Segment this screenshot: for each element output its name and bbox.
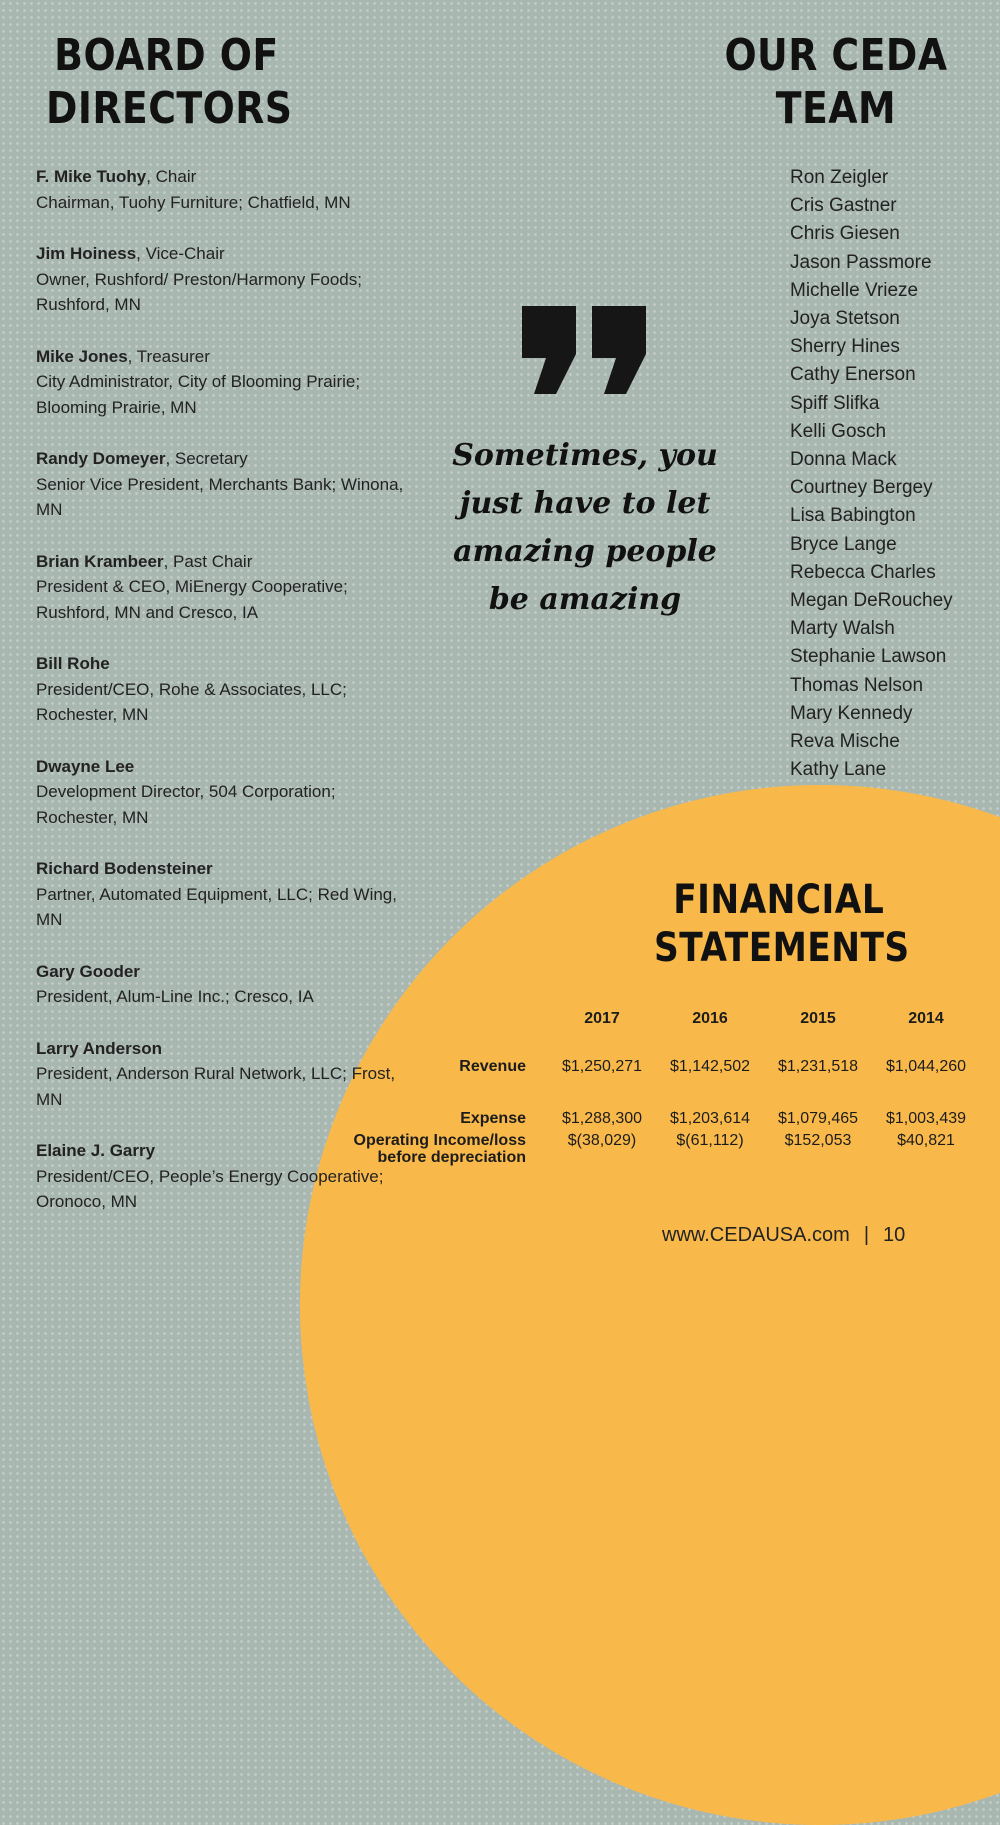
team-member: Stephanie Lawson	[790, 646, 947, 668]
team-member: Megan DeRouchey	[790, 590, 953, 612]
director-name: Richard Bodensteiner	[36, 859, 213, 878]
cell-value: $1,044,260	[885, 1058, 967, 1075]
cell-value: $1,288,300	[561, 1110, 643, 1127]
director-entry	[36, 241, 416, 318]
director-description: City Administrator, City of Blooming Prairie; Blooming Prairie, MN	[36, 372, 361, 417]
director-name: Dwayne Lee	[36, 756, 135, 776]
row-label: Expense	[460, 1110, 526, 1127]
year-header: 2015	[800, 1010, 836, 1027]
cell-value: $1,003,439	[885, 1110, 967, 1127]
team-member: Joya Stetson	[790, 308, 900, 330]
table-row	[352, 1034, 980, 1086]
director-role: , Secretary	[165, 449, 248, 468]
director-role: , Past Chair	[163, 551, 253, 571]
financial-table	[352, 1004, 980, 1166]
team-list	[790, 164, 953, 784]
year-header: 2014	[908, 1010, 944, 1027]
team-member: Mary Kennedy	[790, 702, 913, 724]
year-header: 2017	[584, 1010, 620, 1027]
team-member: Michelle Vrieze	[790, 279, 919, 301]
director-description: President, Alum-Line Inc.; Cresco, IA	[36, 987, 314, 1006]
cell-value: $1,203,614	[669, 1110, 751, 1127]
director-description: President/CEO, People’s Energy Cooperative; Oronoco, MN	[36, 1166, 384, 1211]
cell-value: $1,231,518	[777, 1058, 859, 1075]
row-label: Revenue	[459, 1058, 526, 1075]
director-name: Larry Anderson	[36, 1038, 162, 1058]
team-member: Courtney Bergey	[790, 477, 933, 499]
director-role: , Treasurer	[127, 346, 210, 366]
director-name: F. Mike Tuohy	[36, 167, 147, 186]
director-name: Brian Krambeer	[36, 551, 164, 571]
header-spacer	[352, 1004, 548, 1034]
team-member: Marty Walsh	[790, 618, 895, 640]
director-entry	[36, 959, 416, 1010]
director-entry	[36, 651, 416, 728]
team-member: Lisa Babington	[790, 505, 916, 527]
director-description: Partner, Automated Equipment, LLC; Red Wing, MN	[36, 884, 397, 929]
director-entry	[36, 549, 416, 626]
cell-value: $1,079,465	[777, 1110, 859, 1127]
director-role: , Chair	[146, 167, 197, 186]
director-entry	[36, 164, 416, 215]
director-role: , Vice-Chair	[136, 244, 225, 263]
team-member: Jason Passmore	[790, 251, 932, 273]
team-member: Spiff Slifka	[790, 392, 880, 414]
team-member: Bryce Lange	[790, 533, 897, 555]
quote-text: Sometimes, you just have to let amazing people be amazing	[452, 438, 718, 617]
team-member: Reva Mische	[790, 731, 900, 753]
director-description: Senior Vice President, Merchants Bank; Winona, MN	[36, 474, 404, 519]
team-member: Rebecca Charles	[790, 561, 936, 583]
cell-value: $1,142,502	[669, 1058, 751, 1075]
team-member: Kathy Lane	[790, 759, 887, 781]
cell-value: $40,821	[897, 1132, 955, 1149]
team-member: Cris Gastner	[790, 195, 897, 217]
team-title: OUR CEDA TEAM	[724, 30, 948, 134]
cell-value: $(61,112)	[676, 1132, 744, 1149]
director-name: Elaine J. Garry	[36, 1141, 156, 1160]
team-member: Ron Zeigler	[790, 167, 889, 188]
cell-value: $(38,029)	[567, 1132, 637, 1149]
director-name: Jim Hoiness	[36, 244, 137, 263]
cell-value: $1,250,271	[561, 1058, 643, 1075]
team-member: Chris Giesen	[790, 223, 900, 245]
director-description: President/CEO, Rohe & Associates, LLC; Rochester, MN	[36, 679, 347, 724]
director-description: President & CEO, MiEnergy Cooperative; Rushford, MN and Cresco, IA	[36, 577, 348, 622]
cell-value: $152,053	[784, 1132, 852, 1149]
footer-separator: |	[863, 1224, 870, 1246]
website-link[interactable]: www.CEDAUSA.com	[662, 1224, 850, 1246]
team-member: Sherry Hines	[790, 336, 900, 358]
quote-icon	[520, 300, 650, 400]
director-name: Bill Rohe	[36, 654, 110, 673]
team-member: Cathy Enerson	[790, 364, 916, 386]
director-description: President, Anderson Rural Network, LLC; Frost, MN	[36, 1064, 396, 1109]
director-description: Development Director, 504 Corporation; Rochester, MN	[36, 782, 336, 827]
team-member: Thomas Nelson	[790, 674, 924, 696]
director-description: Owner, Rushford/ Preston/Harmony Foods; Rushford, MN	[36, 269, 362, 314]
director-entry	[36, 344, 416, 421]
team-member: Kelli Gosch	[790, 420, 887, 442]
director-name: Randy Domeyer	[36, 449, 166, 468]
team-member: Donna Mack	[790, 449, 897, 471]
director-entry	[36, 446, 416, 523]
table-row	[352, 1086, 980, 1132]
table-row	[352, 1132, 980, 1166]
year-header: 2016	[692, 1010, 728, 1027]
page-number: 10	[883, 1224, 906, 1246]
director-description: Chairman, Tuohy Furniture; Chatfield, MN	[36, 192, 351, 212]
financial-title: FINANCIAL STATEMENTS	[654, 877, 910, 971]
director-entry	[36, 754, 416, 831]
director-name: Mike Jones	[36, 346, 128, 366]
director-name: Gary Gooder	[36, 961, 140, 981]
director-entry	[36, 856, 416, 933]
row-label: Operating Income/loss before depreciation	[353, 1132, 526, 1166]
footer	[662, 1224, 905, 1247]
board-title: BOARD OF DIRECTORS	[46, 30, 293, 134]
